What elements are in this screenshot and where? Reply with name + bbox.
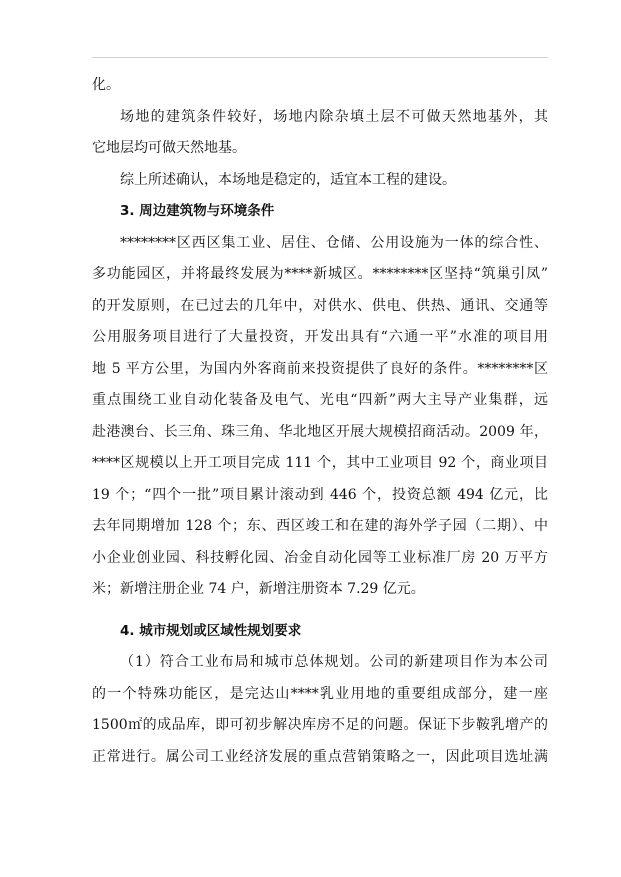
- section-4-line-3: 1500㎡的成品库，即可初步解决库房不足的问题。保证下步鞍乳增产的: [92, 717, 548, 733]
- section-3-line-11: 小企业创业园、科技孵化园、冶金自动化园等工业标准厂房 20 万平方: [92, 549, 548, 566]
- text-line-3: 它地层均可做天然地基。: [92, 140, 246, 156]
- section-3-line-8: ****区规模以上开工项目完成 111 个，其中工业项目 92 个，商业项目: [92, 455, 548, 471]
- text-line-4: 综上所述确认，本场地是稳定的，适宜本工程的建设。: [120, 171, 456, 188]
- section-3-line-6: 重点围绕工业自动化装备及电气、光电“四新”两大主导产业集群，远: [92, 392, 548, 408]
- header-rule: [92, 57, 548, 58]
- text-line-1: 化。: [92, 77, 120, 93]
- document-page: [92, 70, 548, 773]
- section-4-line-2: 的一个特殊功能区，是完达山****乳业用地的重要组成部分，建一座: [92, 685, 548, 702]
- section-3-line-9: 19 个；“四个一批”项目累计滚动到 446 个，投资总额 494 亿元，比: [92, 486, 548, 503]
- section-3-line-1: ********区西区集工业、居住、仓储、公用设施为一体的综合性、: [120, 234, 548, 251]
- section-3-line-7: 赴港澳台、长三角、珠三角、华北地区开展大规模招商活动。2009 年，: [92, 423, 548, 440]
- text-line-2: 场地的建筑条件较好，场地内除杂填土层不可做天然地基外，其: [120, 108, 548, 125]
- section-3-line-12: 米；新增注册企业 74 户，新增注册资本 7.29 亿元。: [92, 581, 425, 597]
- section-3-line-4: 公用服务项目进行了大量投资，开发出具有“六通一平”水准的项目用: [92, 329, 548, 345]
- section-3-line-5: 地 5 平方公里，为国内外客商前来投资提供了良好的条件。********区: [92, 360, 548, 377]
- section-3-line-2: 多功能园区，并将最终发展为****新城区。********区坚持“筑巢引凤”: [92, 266, 548, 282]
- section-4-line-1: （1）符合工业布局和城市总体规划。公司的新建项目作为本公司: [120, 654, 548, 670]
- section-4-heading: 4. 城市规划或区域性规划要求: [120, 622, 302, 639]
- section-3-line-3: 的开发原则，在已过去的几年中，对供水、供电、供热、通讯、交通等: [92, 297, 548, 314]
- section-3-heading: 3. 周边建筑物与环境条件: [120, 203, 275, 219]
- section-3-line-10: 去年同期增加 128 个；东、西区竣工和在建的海外学子园（二期）、中: [92, 518, 548, 534]
- section-4-line-4: 正常进行。属公司工业经济发展的重点营销策略之一，因此项目选址满: [92, 748, 548, 765]
